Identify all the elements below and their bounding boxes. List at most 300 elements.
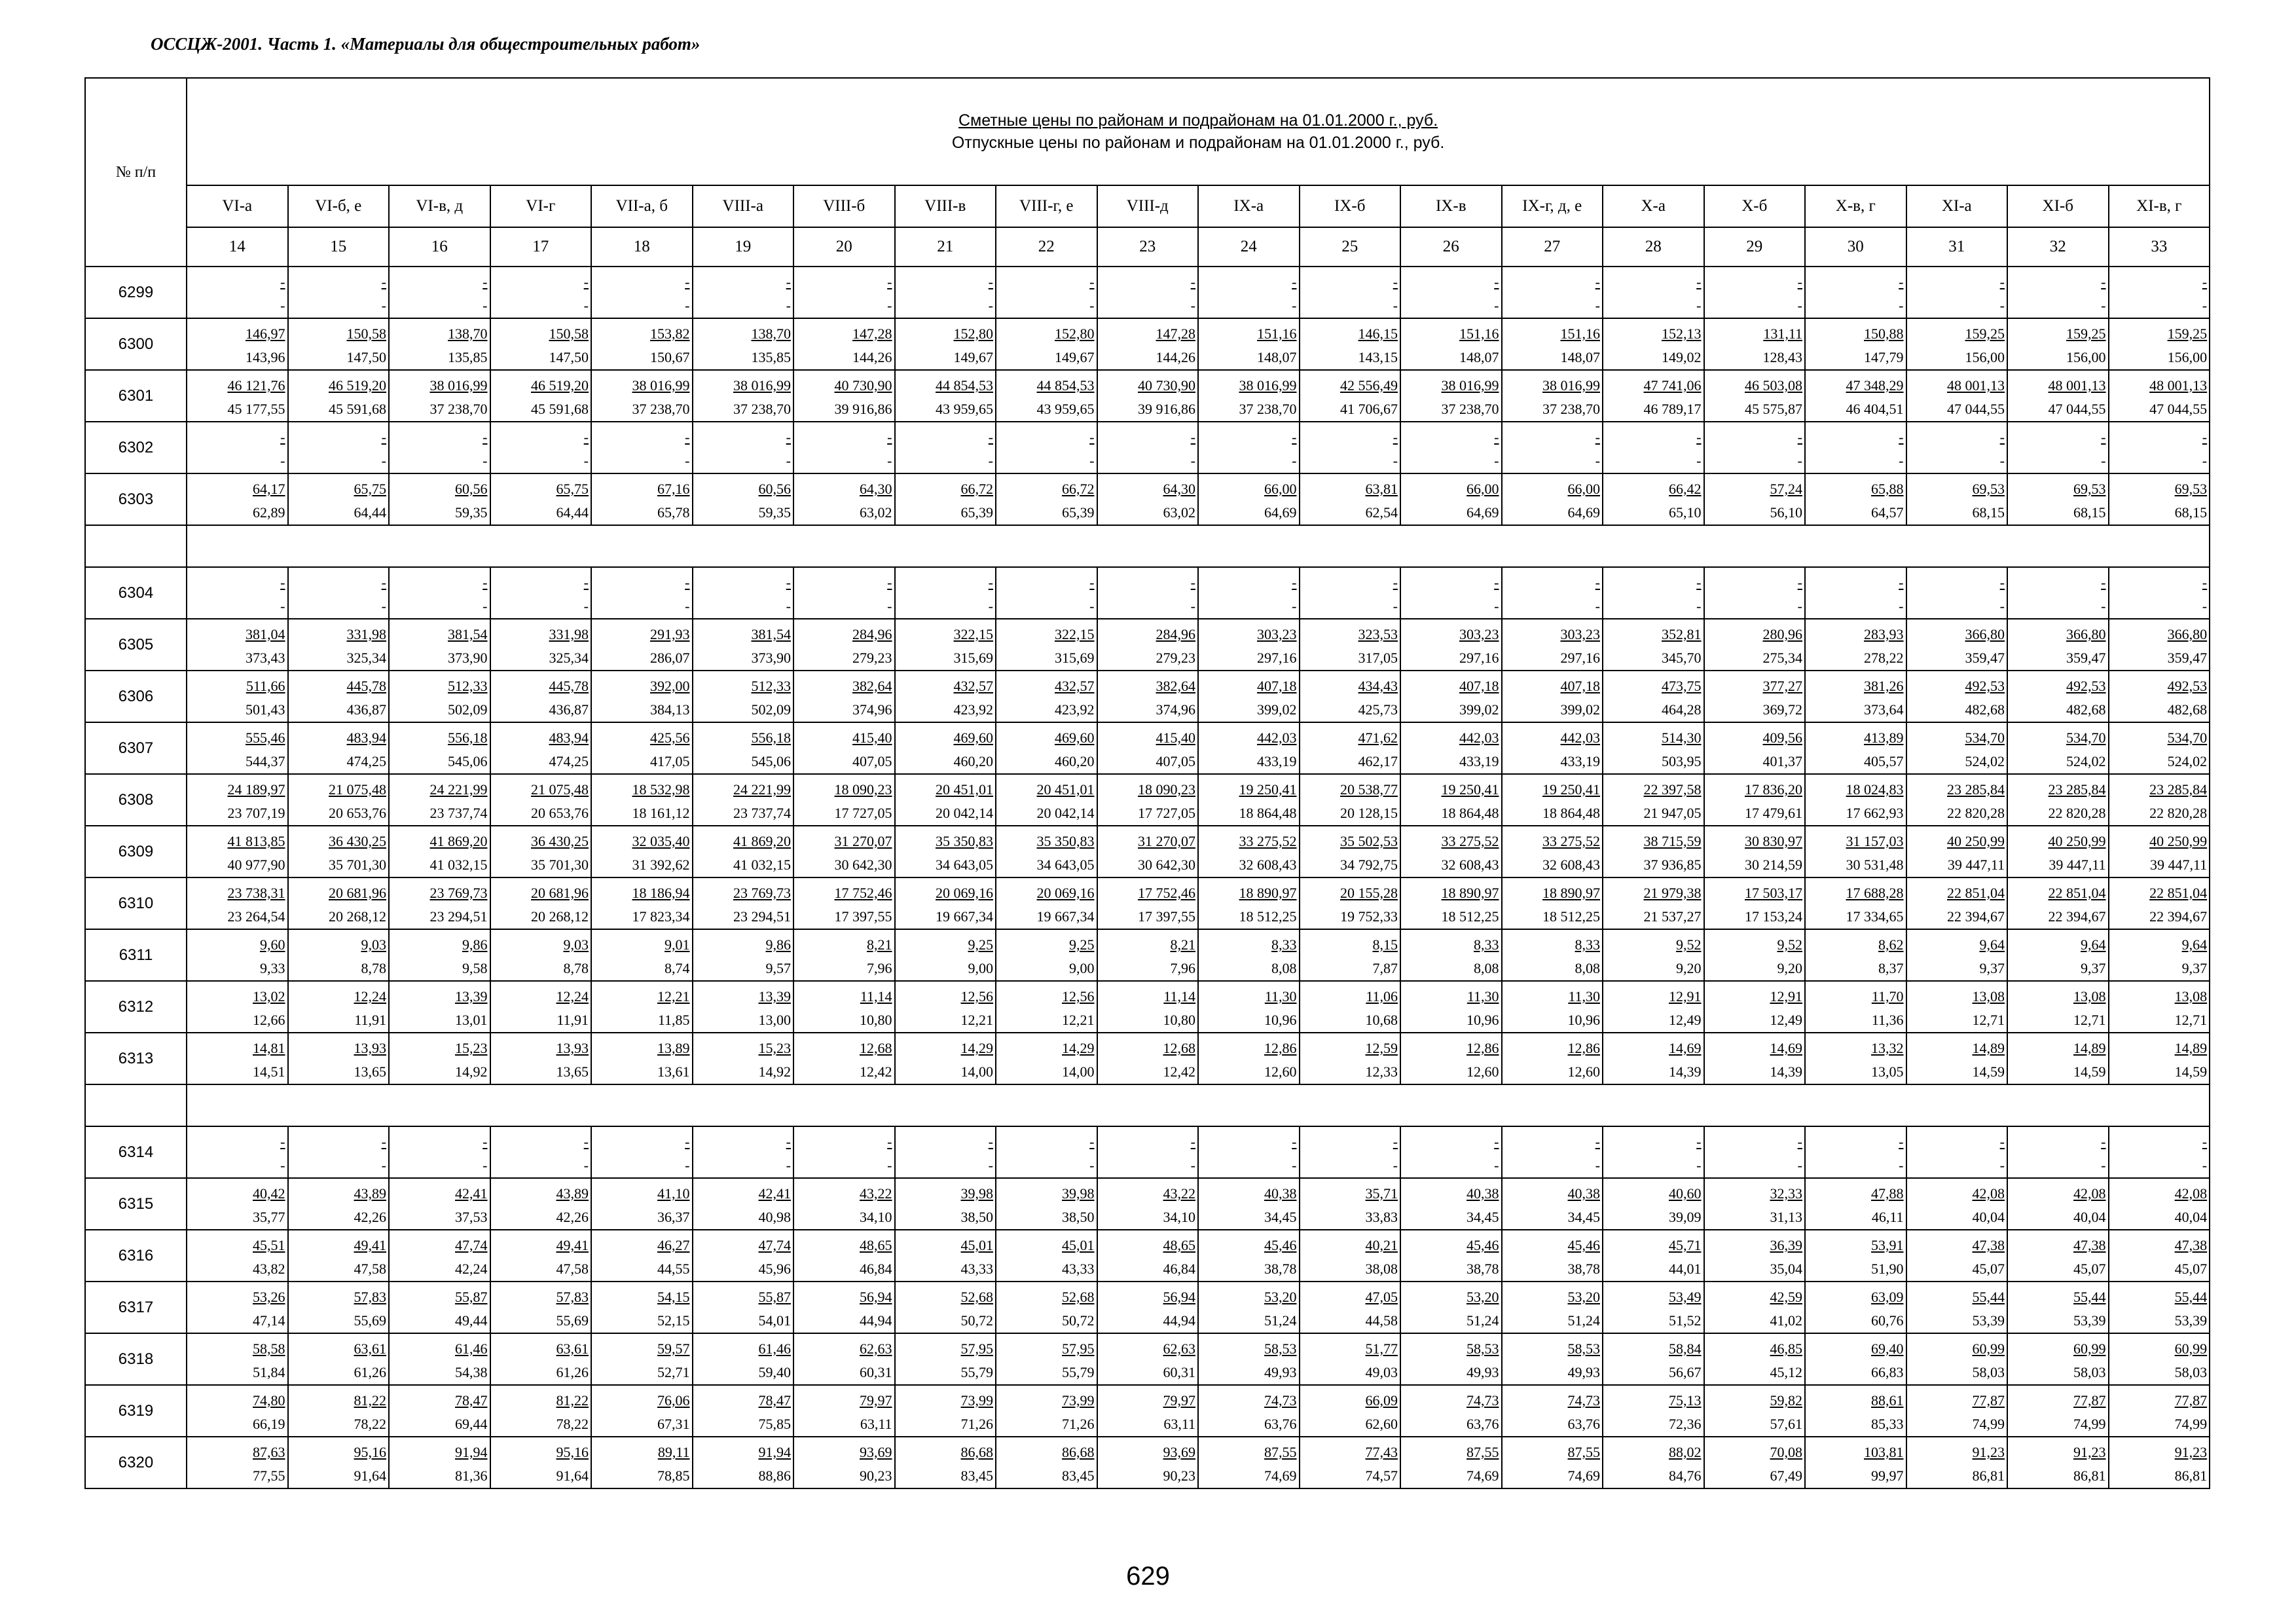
price-cell	[490, 722, 592, 774]
estimated-price: 19 250,41	[1542, 781, 1600, 798]
estimated-price: 12,68	[860, 1040, 892, 1056]
release-price: 39 447,11	[2049, 857, 2106, 873]
item-code: 6311	[85, 929, 187, 981]
release-price: -	[1292, 452, 1297, 469]
release-price: 12,60	[1467, 1063, 1499, 1080]
item-code: 6303	[85, 473, 187, 525]
release-price: 61,26	[556, 1364, 589, 1380]
table-row	[85, 318, 2210, 370]
price-cell	[1198, 1282, 1300, 1333]
price-cell	[187, 1126, 288, 1178]
estimated-price: 9,25	[1069, 936, 1095, 953]
release-price: 30 531,48	[1846, 857, 1904, 873]
estimated-price: 45,46	[1467, 1237, 1499, 1253]
estimated-price: 331,98	[346, 626, 386, 642]
region-header: VI-б, е	[288, 185, 390, 227]
estimated-price: 103,81	[1864, 1444, 1904, 1460]
price-cell	[1502, 1282, 1603, 1333]
estimated-price: 40,60	[1669, 1185, 1702, 1202]
release-price: 65,78	[657, 504, 690, 521]
release-price: 43,33	[1062, 1261, 1095, 1277]
estimated-price: -	[1494, 274, 1499, 290]
price-cell	[1906, 981, 2008, 1033]
estimated-price: 60,56	[455, 481, 488, 497]
estimated-price: 58,53	[1264, 1340, 1297, 1357]
estimated-price: -	[280, 1134, 285, 1150]
release-price: -	[1494, 452, 1499, 469]
item-code: 6319	[85, 1385, 187, 1437]
price-cell	[1906, 774, 2008, 826]
price-cell	[1198, 370, 1300, 422]
price-cell	[1906, 267, 2008, 318]
estimated-price: -	[1393, 274, 1398, 290]
price-cell	[1300, 774, 1401, 826]
release-price: 10,96	[1264, 1012, 1297, 1028]
estimated-price: 57,95	[960, 1340, 993, 1357]
estimated-price: 88,61	[1871, 1392, 1904, 1409]
estimated-price: 45,46	[1264, 1237, 1297, 1253]
price-cell	[895, 981, 996, 1033]
estimated-price: 17 752,46	[1138, 885, 1195, 901]
estimated-price: 60,56	[758, 481, 791, 497]
price-cell	[2109, 1282, 2210, 1333]
table-row	[85, 1178, 2210, 1230]
release-price: 45 591,68	[531, 401, 589, 417]
estimated-price: -	[685, 574, 690, 591]
item-code: 6299	[85, 267, 187, 318]
release-price: 545,06	[751, 753, 791, 769]
estimated-price: 48 001,13	[2048, 377, 2106, 394]
release-price: 135,85	[751, 349, 791, 365]
estimated-price: 62,63	[1163, 1340, 1195, 1357]
price-cell	[389, 722, 490, 774]
release-price: 464,28	[1662, 701, 1702, 718]
release-price: 423,92	[953, 701, 993, 718]
estimated-price: -	[483, 274, 488, 290]
region-header: VIII-б	[793, 185, 895, 227]
estimated-price: 413,89	[1864, 729, 1904, 746]
separator-cell	[85, 1084, 187, 1126]
release-price: 10,96	[1467, 1012, 1499, 1028]
release-price: 85,33	[1871, 1416, 1904, 1432]
estimated-price: 42,41	[758, 1185, 791, 1202]
estimated-price: 382,64	[1156, 678, 1195, 694]
price-cell	[996, 671, 1097, 722]
estimated-price: 33 275,52	[1542, 833, 1600, 849]
estimated-price: 534,70	[2066, 729, 2106, 746]
table-row	[85, 619, 2210, 671]
price-cell	[288, 1282, 390, 1333]
estimated-price: 469,60	[953, 729, 993, 746]
price-cell	[1906, 567, 2008, 619]
estimated-price: 151,16	[1560, 325, 1600, 342]
release-price: -	[988, 1157, 993, 1173]
estimated-price: 9,86	[765, 936, 791, 953]
separator-cell	[85, 525, 187, 567]
price-cell	[591, 1126, 693, 1178]
release-price: 315,69	[953, 650, 993, 666]
price-cell	[1704, 1282, 1806, 1333]
price-cell	[389, 1385, 490, 1437]
price-cell	[1704, 1437, 1806, 1488]
price-cell	[895, 473, 996, 525]
release-price: 66,19	[253, 1416, 285, 1432]
price-cell	[693, 929, 794, 981]
estimated-price: -	[381, 574, 386, 591]
release-price: 74,99	[2073, 1416, 2106, 1432]
estimated-price: 14,89	[1972, 1040, 2005, 1056]
estimated-price: 40 250,99	[1947, 833, 2005, 849]
price-cell	[895, 567, 996, 619]
price-cell	[793, 1126, 895, 1178]
release-price: 22 820,28	[1947, 805, 2005, 821]
release-price: 19 752,33	[1340, 908, 1398, 925]
release-price: 13,00	[758, 1012, 791, 1028]
release-price: 90,23	[1163, 1467, 1195, 1484]
price-cell	[1603, 929, 1704, 981]
price-cell	[1603, 671, 1704, 722]
estimated-price: 74,73	[1264, 1392, 1297, 1409]
release-price: 52,71	[657, 1364, 690, 1380]
table-row	[85, 1033, 2210, 1084]
estimated-price: 9,52	[1777, 936, 1802, 953]
price-cell	[187, 619, 288, 671]
estimated-price: 152,80	[953, 325, 993, 342]
release-price: -	[1696, 452, 1702, 469]
estimated-price: 14,89	[2174, 1040, 2208, 1056]
release-price: 30 642,30	[1138, 857, 1195, 873]
estimated-price: 18 890,97	[1441, 885, 1499, 901]
release-price: 45 575,87	[1745, 401, 1802, 417]
price-cell	[1502, 1033, 1603, 1084]
estimated-price: 11,30	[1568, 988, 1600, 1005]
price-cell	[1400, 567, 1502, 619]
estimated-price: 86,68	[1062, 1444, 1095, 1460]
estimated-price: 366,80	[2066, 626, 2106, 642]
estimated-price: 86,68	[960, 1444, 993, 1460]
price-cell	[793, 267, 895, 318]
release-price: 12,49	[1770, 1012, 1802, 1028]
separator-cell	[187, 1084, 2210, 1126]
estimated-price: 53,26	[253, 1289, 285, 1305]
estimated-price: -	[483, 1134, 488, 1150]
estimated-price: 17 752,46	[834, 885, 892, 901]
release-price: 9,20	[1676, 960, 1702, 976]
estimated-price: 159,25	[1965, 325, 2005, 342]
release-price: 18 161,12	[632, 805, 690, 821]
price-cell	[693, 1126, 794, 1178]
estimated-price: 146,15	[1358, 325, 1398, 342]
release-price: 39 447,11	[1947, 857, 2005, 873]
price-cell	[1400, 1033, 1502, 1084]
release-price: 40,04	[1972, 1209, 2005, 1225]
price-cell	[389, 567, 490, 619]
price-cell	[895, 929, 996, 981]
price-cell	[793, 877, 895, 929]
estimated-price: 483,94	[346, 729, 386, 746]
price-cell	[793, 1033, 895, 1084]
release-price: 68,15	[2174, 504, 2208, 521]
price-cell	[895, 877, 996, 929]
price-cell	[1603, 981, 1704, 1033]
price-cell	[996, 1230, 1097, 1282]
release-price: 374,96	[1156, 701, 1195, 718]
release-price: -	[1999, 1157, 2005, 1173]
release-price: 524,02	[2066, 753, 2106, 769]
release-price: 12,21	[960, 1012, 993, 1028]
price-cell	[1097, 981, 1199, 1033]
release-price: 37,53	[455, 1209, 488, 1225]
release-price: 7,87	[1372, 960, 1398, 976]
estimated-price: 57,95	[1062, 1340, 1095, 1357]
item-code: 6302	[85, 422, 187, 473]
price-cell	[1805, 619, 1906, 671]
estimated-price: 492,53	[2167, 678, 2208, 694]
release-price: 460,20	[953, 753, 993, 769]
estimated-price: 36 430,25	[531, 833, 589, 849]
price-cell	[1603, 1385, 1704, 1437]
price-cell	[1400, 929, 1502, 981]
release-price: 57,61	[1770, 1416, 1802, 1432]
price-cell	[1805, 567, 1906, 619]
estimated-price: -	[280, 274, 285, 290]
column-number: 17	[490, 227, 592, 267]
estimated-price: 11,70	[1871, 988, 1904, 1005]
estimated-price: 9,25	[968, 936, 993, 953]
release-price: -	[2101, 297, 2106, 314]
estimated-price: 40 730,90	[1138, 377, 1195, 394]
price-cell	[2109, 1385, 2210, 1437]
release-price: 51,90	[1871, 1261, 1904, 1277]
release-price: 149,67	[953, 349, 993, 365]
price-cell	[793, 774, 895, 826]
release-price: 64,44	[556, 504, 589, 521]
price-cell	[2007, 619, 2109, 671]
price-cell	[1300, 422, 1401, 473]
release-price: 22 820,28	[2048, 805, 2106, 821]
price-cell	[2109, 1178, 2210, 1230]
price-cell	[1097, 422, 1199, 473]
estimated-price: 24 221,99	[733, 781, 791, 798]
release-price: 14,59	[2174, 1063, 2208, 1080]
estimated-price: 303,23	[1257, 626, 1297, 642]
estimated-price: 20 681,96	[531, 885, 589, 901]
estimated-price: 23 738,31	[227, 885, 285, 901]
estimated-price: 57,24	[1770, 481, 1802, 497]
region-header: XI-в, г	[2109, 185, 2210, 227]
estimated-price: 43,89	[556, 1185, 589, 1202]
price-cell	[389, 619, 490, 671]
estimated-price: 38 016,99	[733, 377, 791, 394]
price-cell	[2007, 370, 2109, 422]
price-cell	[895, 774, 996, 826]
release-price: 53,39	[1972, 1312, 2005, 1329]
release-price: 23 737,74	[429, 805, 488, 821]
release-price: 22 394,67	[2048, 908, 2106, 925]
release-price: 19 667,34	[1036, 908, 1095, 925]
price-cell	[187, 318, 288, 370]
price-cell	[1704, 318, 1806, 370]
estimated-price: 56,94	[1163, 1289, 1195, 1305]
region-header: VIII-г, е	[996, 185, 1097, 227]
release-price: 64,69	[1467, 504, 1499, 521]
release-price: 49,03	[1365, 1364, 1398, 1380]
release-price: 55,79	[960, 1364, 993, 1380]
release-price: 34 792,75	[1340, 857, 1398, 873]
estimated-price: -	[1595, 274, 1600, 290]
release-price: 436,87	[549, 701, 589, 718]
price-cell	[1198, 567, 1300, 619]
release-price: -	[1595, 1157, 1600, 1173]
price-cell	[1502, 1333, 1603, 1385]
price-cell	[693, 1178, 794, 1230]
price-cell	[1300, 1126, 1401, 1178]
release-price: 17 397,55	[834, 908, 892, 925]
release-price: 65,39	[960, 504, 993, 521]
price-cell	[1603, 1126, 1704, 1178]
price-cell	[693, 267, 794, 318]
release-price: 88,86	[758, 1467, 791, 1484]
price-cell	[389, 774, 490, 826]
region-header: VII-а, б	[591, 185, 693, 227]
estimated-price: 11,30	[1264, 988, 1297, 1005]
release-price: 35,04	[1770, 1261, 1802, 1277]
price-cell	[895, 1230, 996, 1282]
section-separator-row	[85, 525, 2210, 567]
price-cell	[490, 826, 592, 877]
estimated-price: 58,53	[1467, 1340, 1499, 1357]
release-price: 156,00	[1965, 349, 2005, 365]
release-price: 63,11	[860, 1416, 892, 1432]
estimated-price: 46,27	[657, 1237, 690, 1253]
estimated-price: 48,65	[1163, 1237, 1195, 1253]
release-price: 53,39	[2073, 1312, 2106, 1329]
price-cell	[693, 671, 794, 722]
price-cell	[2007, 1437, 2109, 1488]
estimated-price: 56,94	[860, 1289, 892, 1305]
release-price: 46 789,17	[1643, 401, 1702, 417]
release-price: 148,07	[1257, 349, 1297, 365]
table-row	[85, 1437, 2210, 1488]
release-price: 62,54	[1365, 504, 1398, 521]
estimated-price: 12,24	[556, 988, 589, 1005]
estimated-price: 11,06	[1366, 988, 1398, 1005]
price-cell	[1300, 473, 1401, 525]
price-cell	[1198, 267, 1300, 318]
price-cell	[996, 318, 1097, 370]
release-price: 41 706,67	[1340, 401, 1398, 417]
price-cell	[1906, 1178, 2008, 1230]
release-price: -	[1393, 297, 1398, 314]
price-cell	[1805, 1385, 1906, 1437]
estimated-price: 153,82	[650, 325, 690, 342]
estimated-price: 49,41	[354, 1237, 386, 1253]
estimated-price: 61,46	[455, 1340, 488, 1357]
release-price: 38,78	[1567, 1261, 1600, 1277]
estimated-price: -	[1595, 1134, 1600, 1150]
price-cell	[1502, 1230, 1603, 1282]
price-cell	[591, 267, 693, 318]
release-price: -	[1292, 598, 1297, 614]
release-price: 19 667,34	[936, 908, 993, 925]
release-price: 74,57	[1365, 1467, 1398, 1484]
release-price: 433,19	[1560, 753, 1600, 769]
price-cell	[389, 473, 490, 525]
release-price: 143,96	[246, 349, 285, 365]
estimated-price: 381,54	[751, 626, 791, 642]
price-cell	[591, 722, 693, 774]
price-cell	[895, 671, 996, 722]
release-price: 62,89	[253, 504, 285, 521]
price-cell	[895, 1437, 996, 1488]
price-cell	[1097, 318, 1199, 370]
release-price: 40,04	[2073, 1209, 2106, 1225]
price-cell	[1400, 981, 1502, 1033]
price-cell	[1603, 619, 1704, 671]
estimated-price: 13,39	[455, 988, 488, 1005]
estimated-price: 40,42	[253, 1185, 285, 1202]
price-cell	[1603, 774, 1704, 826]
item-code: 6314	[85, 1126, 187, 1178]
region-header: VIII-д	[1097, 185, 1199, 227]
release-price: -	[1292, 1157, 1297, 1173]
estimated-price: 323,53	[1358, 626, 1398, 642]
price-cell	[793, 981, 895, 1033]
price-cell	[793, 722, 895, 774]
estimated-price: 44 854,53	[1036, 377, 1095, 394]
release-price: -	[583, 297, 589, 314]
estimated-price: 23 285,84	[2048, 781, 2106, 798]
release-price: -	[887, 297, 892, 314]
release-price: 62,60	[1365, 1416, 1398, 1432]
price-cell	[591, 619, 693, 671]
price-cell	[1906, 877, 2008, 929]
price-cell	[187, 267, 288, 318]
price-cell	[1400, 473, 1502, 525]
release-price: 38,50	[1062, 1209, 1095, 1225]
price-cell	[1400, 1385, 1502, 1437]
price-cell	[1097, 619, 1199, 671]
estimated-price: 47 741,06	[1643, 377, 1702, 394]
release-price: 23 264,54	[227, 908, 285, 925]
estimated-price: 31 270,07	[1138, 833, 1195, 849]
estimated-price: 471,62	[1358, 729, 1398, 746]
price-header-cell	[187, 78, 2210, 185]
estimated-price: -	[1089, 429, 1095, 445]
price-cell	[1400, 1437, 1502, 1488]
estimated-price: 36 430,25	[329, 833, 386, 849]
release-price: 50,72	[960, 1312, 993, 1329]
release-price: 9,00	[1069, 960, 1095, 976]
price-cell	[1805, 267, 1906, 318]
estimated-price: 47,74	[455, 1237, 488, 1253]
price-cell	[1502, 567, 1603, 619]
price-cell	[1300, 1437, 1401, 1488]
release-price: 36,37	[657, 1209, 690, 1225]
estimated-price: 35 502,53	[1340, 833, 1398, 849]
estimated-price: 60,99	[2073, 1340, 2106, 1357]
estimated-price: 556,18	[448, 729, 488, 746]
price-cell	[490, 619, 592, 671]
estimated-price: -	[988, 274, 993, 290]
price-cell	[1805, 1333, 1906, 1385]
estimated-price: 43,22	[1163, 1185, 1195, 1202]
estimated-price: 147,28	[852, 325, 892, 342]
estimated-price: 22 851,04	[2149, 885, 2208, 901]
estimated-price: 45,01	[1062, 1237, 1095, 1253]
estimated-price: 13,08	[2174, 988, 2208, 1005]
release-price: 17 397,55	[1138, 908, 1195, 925]
